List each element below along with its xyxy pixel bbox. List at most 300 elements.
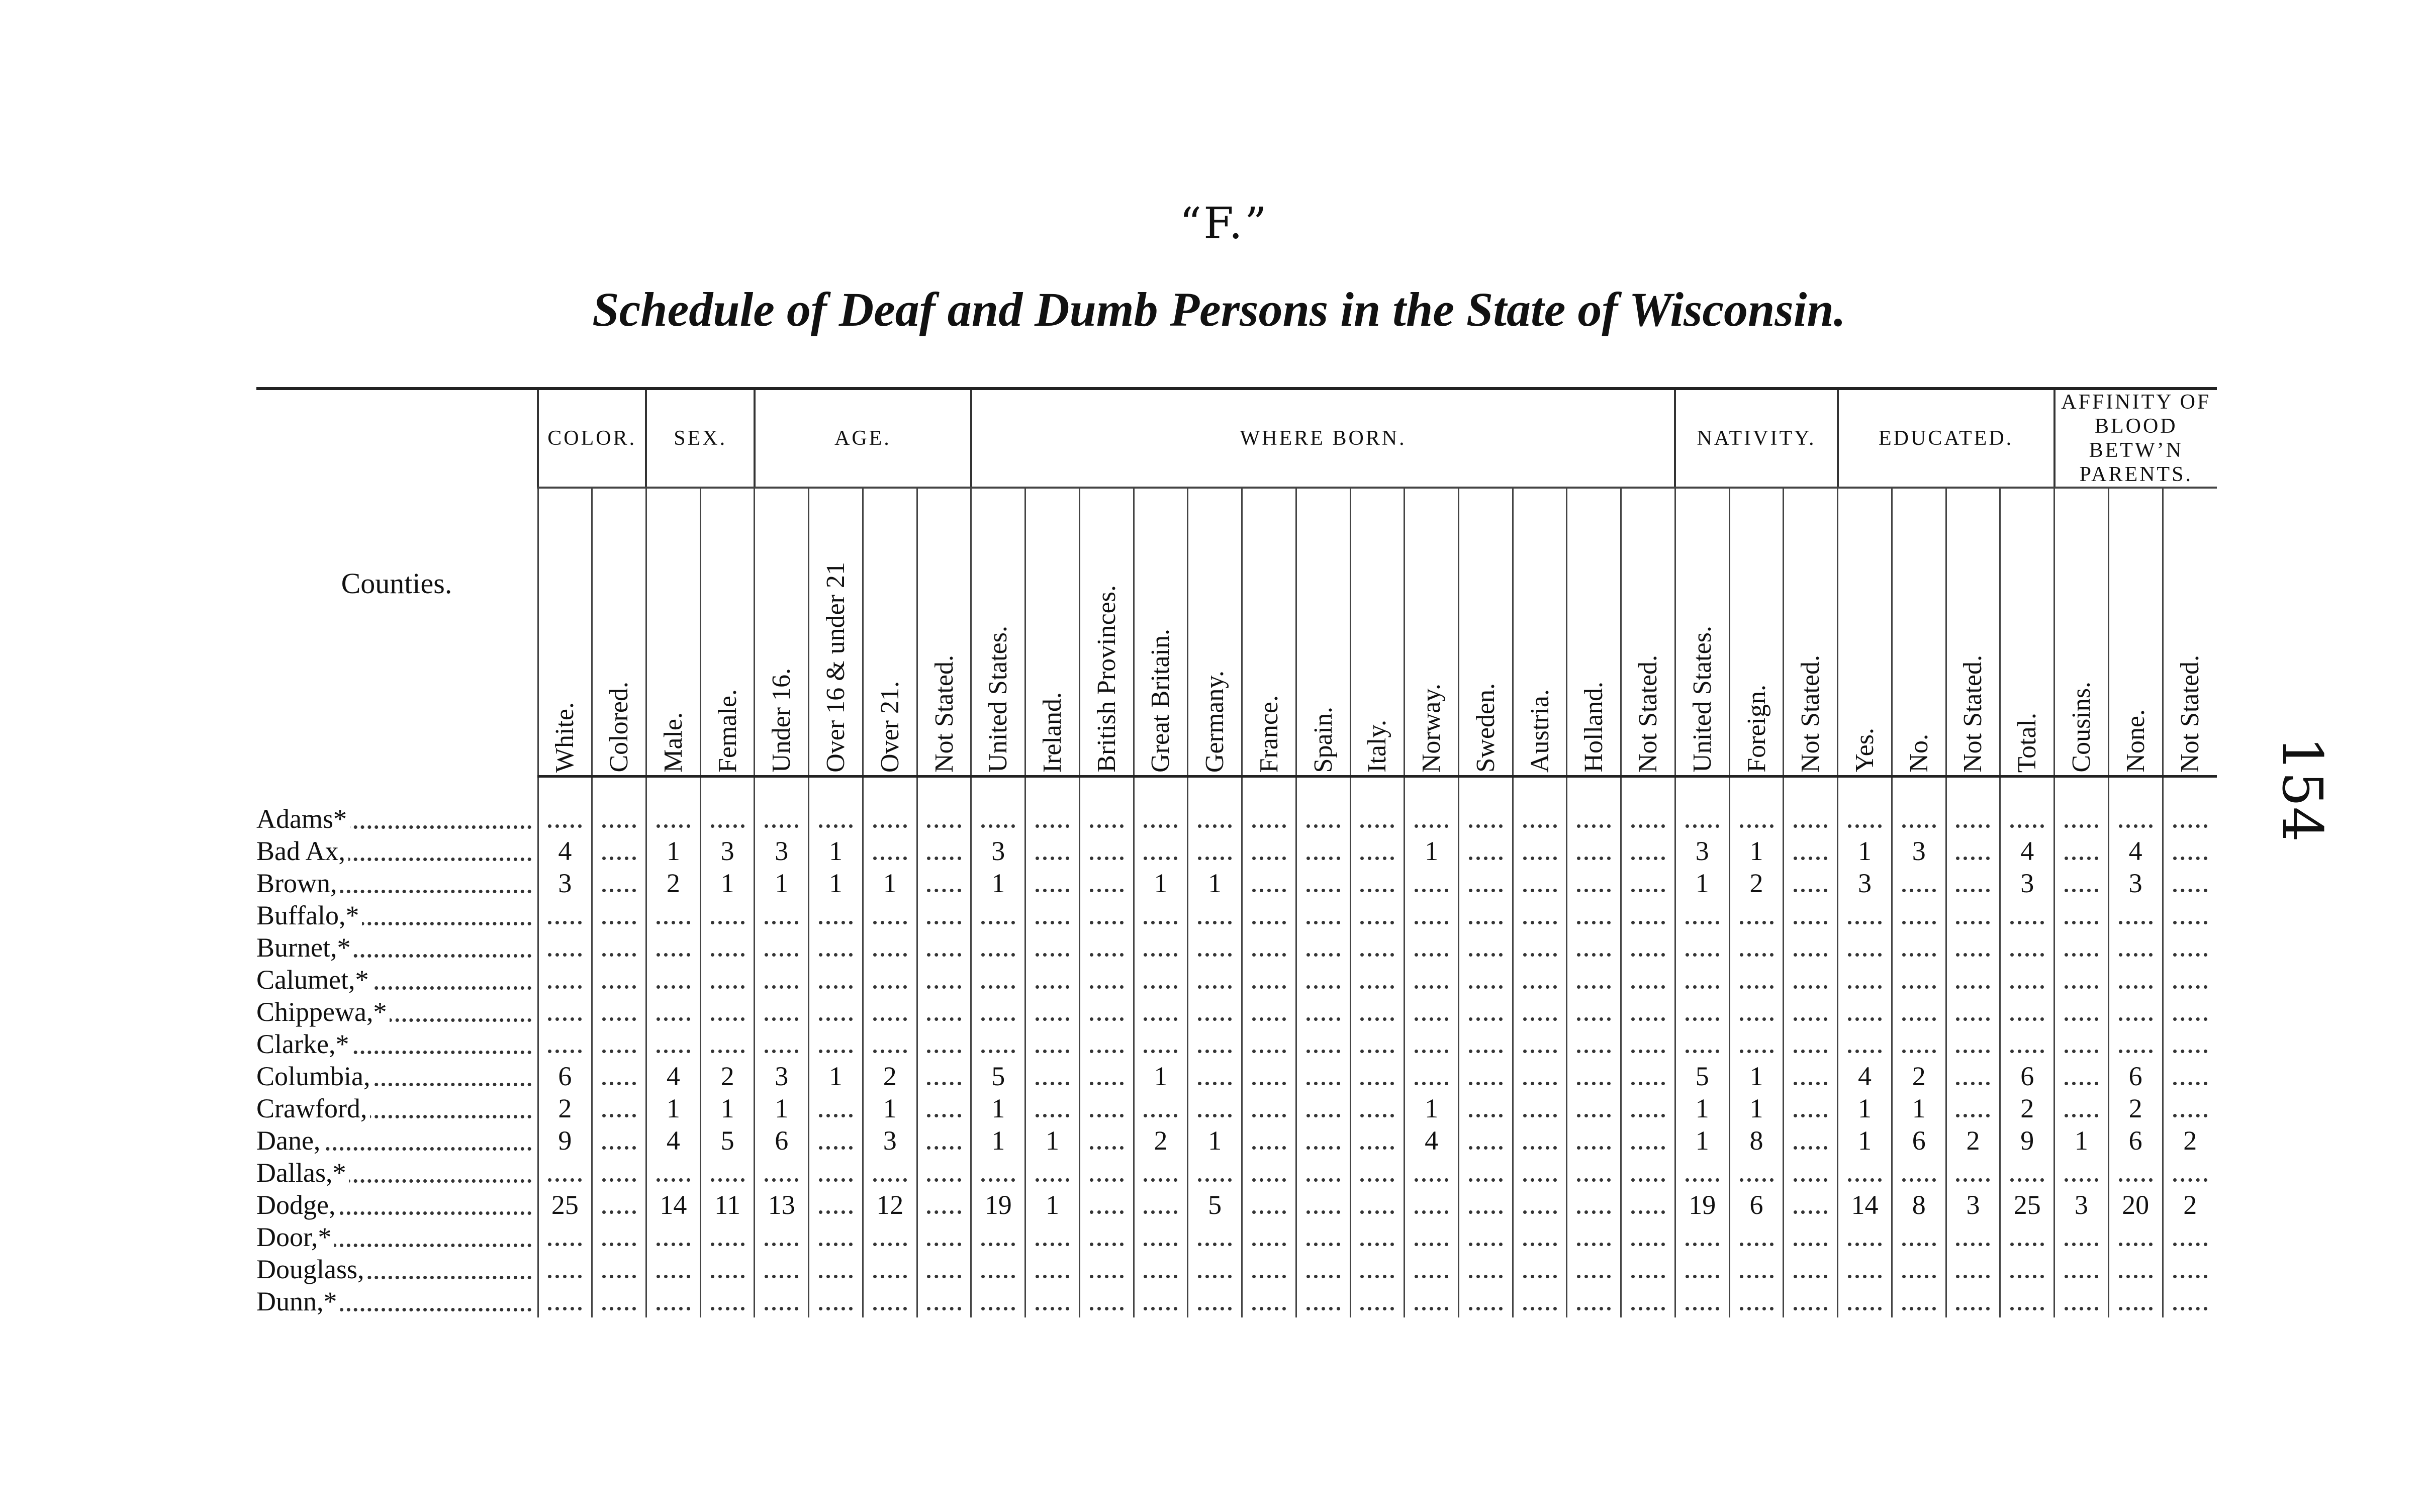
table-cell — [592, 1221, 646, 1253]
table-cell — [700, 1221, 755, 1253]
group-header: NATIVITY. — [1675, 390, 1837, 488]
table-cell — [755, 1221, 809, 1253]
column-header — [592, 488, 646, 777]
table-cell — [1458, 1124, 1513, 1157]
table-cell — [1784, 1092, 1838, 1124]
table-cell — [1892, 1285, 1946, 1317]
column-header-label: Ireland. — [1038, 692, 1067, 773]
table-cell — [1296, 867, 1350, 899]
column-header-label: Not Stated. — [2176, 655, 2205, 773]
table-cell — [1025, 1221, 1080, 1253]
column-header-label: Spain. — [1309, 706, 1338, 773]
table-cell — [1838, 1285, 1892, 1317]
table-cell — [1405, 964, 1459, 996]
table-cell — [1784, 1157, 1838, 1189]
table-cell: 2 — [2163, 1189, 2217, 1221]
table-cell: 1 — [863, 867, 917, 899]
county-name: Adams* — [256, 804, 350, 834]
table-cell — [1458, 1221, 1513, 1253]
table-cell — [809, 964, 863, 996]
table-cell: 1 — [1188, 1124, 1242, 1157]
county-name: Clarke,* — [256, 1029, 352, 1059]
table-cell: 1 — [1729, 1060, 1784, 1092]
table-cell — [917, 996, 971, 1028]
table-cell — [755, 803, 809, 835]
table-cell — [917, 867, 971, 899]
table-cell — [1946, 1028, 2000, 1060]
table-cell — [1242, 964, 1296, 996]
table-cell — [2163, 1092, 2217, 1124]
table-cell — [592, 996, 646, 1028]
column-header-label: France. — [1254, 695, 1283, 773]
table-cell — [1079, 1285, 1134, 1317]
table-cell — [700, 803, 755, 835]
table-cell — [1621, 931, 1675, 964]
table-cell — [1892, 964, 1946, 996]
table-cell: 1 — [1675, 867, 1729, 899]
table-cell — [2108, 1157, 2163, 1189]
table-cell — [1458, 867, 1513, 899]
table-cell: 3 — [863, 1124, 917, 1157]
table-cell — [1296, 996, 1350, 1028]
table-cell — [1350, 1285, 1405, 1317]
table-cell — [1946, 1157, 2000, 1189]
table-cell: 14 — [646, 1189, 700, 1221]
table-cell — [917, 803, 971, 835]
column-header — [1296, 488, 1350, 777]
column-header-label: Not Stated. — [929, 655, 959, 773]
column-header — [1729, 488, 1784, 777]
table-cell — [917, 1253, 971, 1285]
table-cell — [755, 1285, 809, 1317]
table-cell — [971, 1028, 1025, 1060]
table-cell — [1134, 1253, 1188, 1285]
table-cell — [917, 1285, 971, 1317]
table-cell — [1513, 964, 1567, 996]
table-cell — [2055, 867, 2109, 899]
table-cell — [2000, 1221, 2055, 1253]
table-cell — [2163, 996, 2217, 1028]
table-cell — [1025, 1253, 1080, 1285]
column-header-label: White. — [550, 702, 580, 773]
table-cell — [1513, 1285, 1567, 1317]
county-name-cell — [256, 803, 538, 835]
table-cell — [1838, 996, 1892, 1028]
table-cell: 1 — [971, 867, 1025, 899]
table-cell — [538, 1028, 592, 1060]
county-name-cell — [256, 1157, 538, 1189]
table-cell — [917, 1189, 971, 1221]
table-cell — [1242, 835, 1296, 867]
column-header — [646, 488, 700, 777]
table-cell — [1134, 1221, 1188, 1253]
table-cell — [1567, 1124, 1621, 1157]
table-cell — [1946, 931, 2000, 964]
table-row — [256, 1157, 2217, 1189]
table-cell: 1 — [1405, 1092, 1459, 1124]
table-cell — [1458, 899, 1513, 931]
table-cell — [1892, 1221, 1946, 1253]
column-header-label: Under 16. — [767, 668, 796, 773]
table-cell — [1350, 931, 1405, 964]
table-cell — [1242, 996, 1296, 1028]
table-cell — [1134, 803, 1188, 835]
table-cell — [1188, 835, 1242, 867]
table-cell — [1242, 803, 1296, 835]
table-cell — [1079, 1060, 1134, 1092]
table-cell — [1458, 1028, 1513, 1060]
table-cell — [1405, 1060, 1459, 1092]
table-cell: 1 — [809, 867, 863, 899]
table-row — [256, 1124, 2217, 1157]
table-cell — [1729, 803, 1784, 835]
column-header-label: Over 21. — [875, 681, 904, 773]
table-cell — [863, 835, 917, 867]
table-cell: 1 — [971, 1124, 1025, 1157]
table-cell — [917, 1124, 971, 1157]
table-cell — [2055, 1060, 2109, 1092]
county-name-cell — [256, 835, 538, 867]
table-cell: 9 — [2000, 1124, 2055, 1157]
table-row — [256, 1221, 2217, 1253]
table-row — [256, 899, 2217, 931]
table-cell — [1134, 1028, 1188, 1060]
table-cell — [1079, 835, 1134, 867]
table-cell — [1458, 835, 1513, 867]
column-header-label: United States. — [984, 626, 1013, 773]
table-cell — [1025, 1285, 1080, 1317]
table-cell — [1784, 964, 1838, 996]
table-cell — [1675, 899, 1729, 931]
table-cell — [755, 1253, 809, 1285]
table-cell — [863, 1157, 917, 1189]
county-name-cell — [256, 1124, 538, 1157]
table-cell — [1513, 1124, 1567, 1157]
table-cell — [592, 1124, 646, 1157]
table-cell — [1296, 1028, 1350, 1060]
column-header-label: None. — [2121, 709, 2150, 773]
column-header — [863, 488, 917, 777]
table-cell — [1405, 867, 1459, 899]
table-cell — [1405, 803, 1459, 835]
table-cell — [1079, 1157, 1134, 1189]
table-cell — [1513, 996, 1567, 1028]
table-cell: 4 — [538, 835, 592, 867]
table-cell — [538, 931, 592, 964]
table-cell — [700, 996, 755, 1028]
table-cell — [1025, 1060, 1080, 1092]
table-cell — [646, 803, 700, 835]
table-cell — [971, 803, 1025, 835]
table-cell — [592, 867, 646, 899]
table-cell — [2000, 803, 2055, 835]
table-cell — [1838, 1221, 1892, 1253]
table-cell: 1 — [1729, 835, 1784, 867]
column-header-label: Not Stated. — [1634, 655, 1663, 773]
page-title: Schedule of Deaf and Dumb Persons in the State of Wisconsin. — [592, 282, 1846, 336]
table-cell — [1242, 1221, 1296, 1253]
table-cell — [646, 899, 700, 931]
table-cell — [538, 964, 592, 996]
table-cell: 2 — [538, 1092, 592, 1124]
table-row — [256, 1189, 2217, 1221]
counties-header: Counties. — [341, 566, 452, 600]
table-cell — [1513, 803, 1567, 835]
table-cell — [1458, 931, 1513, 964]
table-cell — [1458, 1092, 1513, 1124]
table-cell — [1296, 1285, 1350, 1317]
table-cell: 1 — [1675, 1124, 1729, 1157]
table-cell — [2055, 964, 2109, 996]
table-cell — [1729, 1028, 1784, 1060]
table-cell — [1296, 931, 1350, 964]
table-cell: 3 — [1946, 1189, 2000, 1221]
table-cell — [1513, 931, 1567, 964]
table-cell — [755, 996, 809, 1028]
table-cell — [1621, 1092, 1675, 1124]
table-cell — [538, 1221, 592, 1253]
table-cell: 1 — [646, 1092, 700, 1124]
table-cell — [1134, 1285, 1188, 1317]
table-cell — [1567, 1189, 1621, 1221]
column-header — [1784, 488, 1838, 777]
table-cell — [700, 1028, 755, 1060]
table-cell — [1946, 1092, 2000, 1124]
table-cell — [1242, 1285, 1296, 1317]
table-cell — [1242, 931, 1296, 964]
table-cell — [971, 1157, 1025, 1189]
column-header — [1838, 488, 1892, 777]
column-header-label: Foreign. — [1742, 685, 1771, 773]
table-cell — [1675, 1157, 1729, 1189]
table-cell — [863, 899, 917, 931]
table-cell: 1 — [1838, 1092, 1892, 1124]
county-name-cell — [256, 1221, 538, 1253]
table-cell — [1242, 1157, 1296, 1189]
column-header — [1946, 488, 2000, 777]
table-cell — [1458, 964, 1513, 996]
table-cell: 3 — [2055, 1189, 2109, 1221]
table-cell — [1134, 996, 1188, 1028]
table-cell — [2108, 931, 2163, 964]
table-cell — [1188, 803, 1242, 835]
table-cell: 3 — [755, 1060, 809, 1092]
table-cell — [700, 1285, 755, 1317]
table-cell — [917, 1092, 971, 1124]
table-cell: 1 — [1675, 1092, 1729, 1124]
table-cell — [1405, 1221, 1459, 1253]
table-cell — [863, 1221, 917, 1253]
column-header-label: British Provinces. — [1092, 585, 1121, 773]
table-cell — [2108, 803, 2163, 835]
table-cell: 5 — [1675, 1060, 1729, 1092]
column-header — [1079, 488, 1134, 777]
table-cell — [2055, 1028, 2109, 1060]
table-cell — [1350, 835, 1405, 867]
table-cell: 1 — [2055, 1124, 2109, 1157]
table-cell: 2 — [2108, 1092, 2163, 1124]
table-cell — [592, 1285, 646, 1317]
table-cell — [863, 931, 917, 964]
table-cell — [1729, 899, 1784, 931]
table-cell: 1 — [1838, 835, 1892, 867]
table-cell — [1025, 835, 1080, 867]
column-header — [971, 488, 1025, 777]
table-cell — [1296, 803, 1350, 835]
table-cell — [1350, 1189, 1405, 1221]
table-cell — [1134, 1157, 1188, 1189]
table-cell — [1079, 803, 1134, 835]
table-cell: 3 — [2000, 867, 2055, 899]
table-cell: 1 — [1025, 1189, 1080, 1221]
county-name-cell — [256, 996, 538, 1028]
table-cell: 1 — [1188, 867, 1242, 899]
table-cell — [863, 996, 917, 1028]
column-header-label: Total. — [2013, 712, 2042, 773]
table-cell — [917, 931, 971, 964]
table-cell — [1188, 1092, 1242, 1124]
table-cell — [1350, 1060, 1405, 1092]
county-name: Dodge, — [256, 1190, 338, 1220]
table-cell — [1025, 931, 1080, 964]
table-cell — [1350, 1124, 1405, 1157]
table-cell — [1838, 1157, 1892, 1189]
table-cell — [1892, 1157, 1946, 1189]
table-cell — [1946, 1060, 2000, 1092]
table-cell — [1242, 1028, 1296, 1060]
table-cell — [1079, 867, 1134, 899]
table-cell — [1946, 996, 2000, 1028]
column-header-label: Sweden. — [1471, 683, 1500, 773]
county-name-cell — [256, 867, 538, 899]
table-cell: 4 — [646, 1060, 700, 1092]
table-cell — [1838, 1253, 1892, 1285]
table-cell — [646, 1221, 700, 1253]
table-cell — [1675, 1285, 1729, 1317]
table-cell — [1079, 899, 1134, 931]
table-cell — [971, 1253, 1025, 1285]
county-name: Burnet,* — [256, 932, 353, 963]
table-cell — [1946, 1221, 2000, 1253]
table-cell: 3 — [1892, 835, 1946, 867]
column-header-label: Over 16 & under 21 — [821, 562, 851, 773]
table-cell — [2108, 964, 2163, 996]
table-cell — [1134, 835, 1188, 867]
table-cell — [917, 1157, 971, 1189]
schedule-marker: “F.” — [1179, 199, 1269, 249]
table-cell — [755, 931, 809, 964]
table-cell — [1079, 1189, 1134, 1221]
table-cell — [1946, 1253, 2000, 1285]
column-header-label: Not Stated. — [1958, 655, 1988, 773]
column-header — [1405, 488, 1459, 777]
table-cell — [700, 931, 755, 964]
table-cell: 6 — [2108, 1060, 2163, 1092]
table-cell — [1946, 803, 2000, 835]
table-cell — [1675, 803, 1729, 835]
table-row — [256, 835, 2217, 867]
table-cell — [755, 899, 809, 931]
column-header-label: Norway. — [1417, 683, 1446, 773]
table-cell — [1188, 1285, 1242, 1317]
table-cell — [2163, 1285, 2217, 1317]
column-header-label: Cousins. — [2067, 682, 2096, 773]
county-name: Dunn,* — [256, 1286, 340, 1316]
table-cell — [1188, 964, 1242, 996]
table-cell — [538, 996, 592, 1028]
table-cell — [917, 1221, 971, 1253]
table-cell — [2108, 1221, 2163, 1253]
table-cell — [1567, 1285, 1621, 1317]
table-cell — [1946, 835, 2000, 867]
table-cell — [1188, 996, 1242, 1028]
table-cell: 3 — [755, 835, 809, 867]
table-cell — [1296, 964, 1350, 996]
county-name-cell — [256, 1060, 538, 1092]
deaf-dumb-schedule-table — [256, 387, 2217, 1317]
table-cell — [809, 1157, 863, 1189]
column-header — [1567, 488, 1621, 777]
table-cell: 2 — [700, 1060, 755, 1092]
table-row — [256, 1285, 2217, 1317]
table-cell — [592, 1028, 646, 1060]
table-cell — [592, 1060, 646, 1092]
table-cell — [2055, 899, 2109, 931]
table-cell — [538, 899, 592, 931]
table-cell — [809, 1285, 863, 1317]
table-cell — [1350, 803, 1405, 835]
table-cell — [1729, 996, 1784, 1028]
table-cell: 3 — [700, 835, 755, 867]
table-cell: 2 — [863, 1060, 917, 1092]
table-cell — [809, 1092, 863, 1124]
table-cell — [1567, 1028, 1621, 1060]
table-cell — [1242, 899, 1296, 931]
table-cell — [646, 1028, 700, 1060]
table-cell — [1838, 899, 1892, 931]
table-cell — [1513, 1157, 1567, 1189]
column-header-label: No. — [1904, 734, 1933, 773]
county-name: Calumet,* — [256, 965, 371, 995]
table-cell — [2000, 964, 2055, 996]
table-cell — [1946, 899, 2000, 931]
table-cell — [1784, 803, 1838, 835]
table-cell: 1 — [755, 1092, 809, 1124]
table-cell — [1513, 1028, 1567, 1060]
table-cell — [1567, 867, 1621, 899]
table-cell — [700, 964, 755, 996]
table-cell — [1350, 1092, 1405, 1124]
table-cell — [1458, 1157, 1513, 1189]
table-cell — [1296, 1157, 1350, 1189]
table-cell: 5 — [1188, 1189, 1242, 1221]
table-cell — [2163, 1060, 2217, 1092]
table-cell — [2000, 1157, 2055, 1189]
column-header — [2163, 488, 2217, 777]
table-cell — [1296, 1092, 1350, 1124]
table-cell — [1025, 964, 1080, 996]
column-header — [538, 488, 592, 777]
county-name: Dallas,* — [256, 1158, 349, 1188]
group-header: SEX. — [646, 390, 754, 488]
table-cell — [1946, 1285, 2000, 1317]
table-cell — [1675, 1221, 1729, 1253]
table-cell — [1621, 996, 1675, 1028]
table-cell — [1025, 899, 1080, 931]
table-cell — [1567, 1092, 1621, 1124]
table-cell — [863, 964, 917, 996]
table-cell: 6 — [2000, 1060, 2055, 1092]
